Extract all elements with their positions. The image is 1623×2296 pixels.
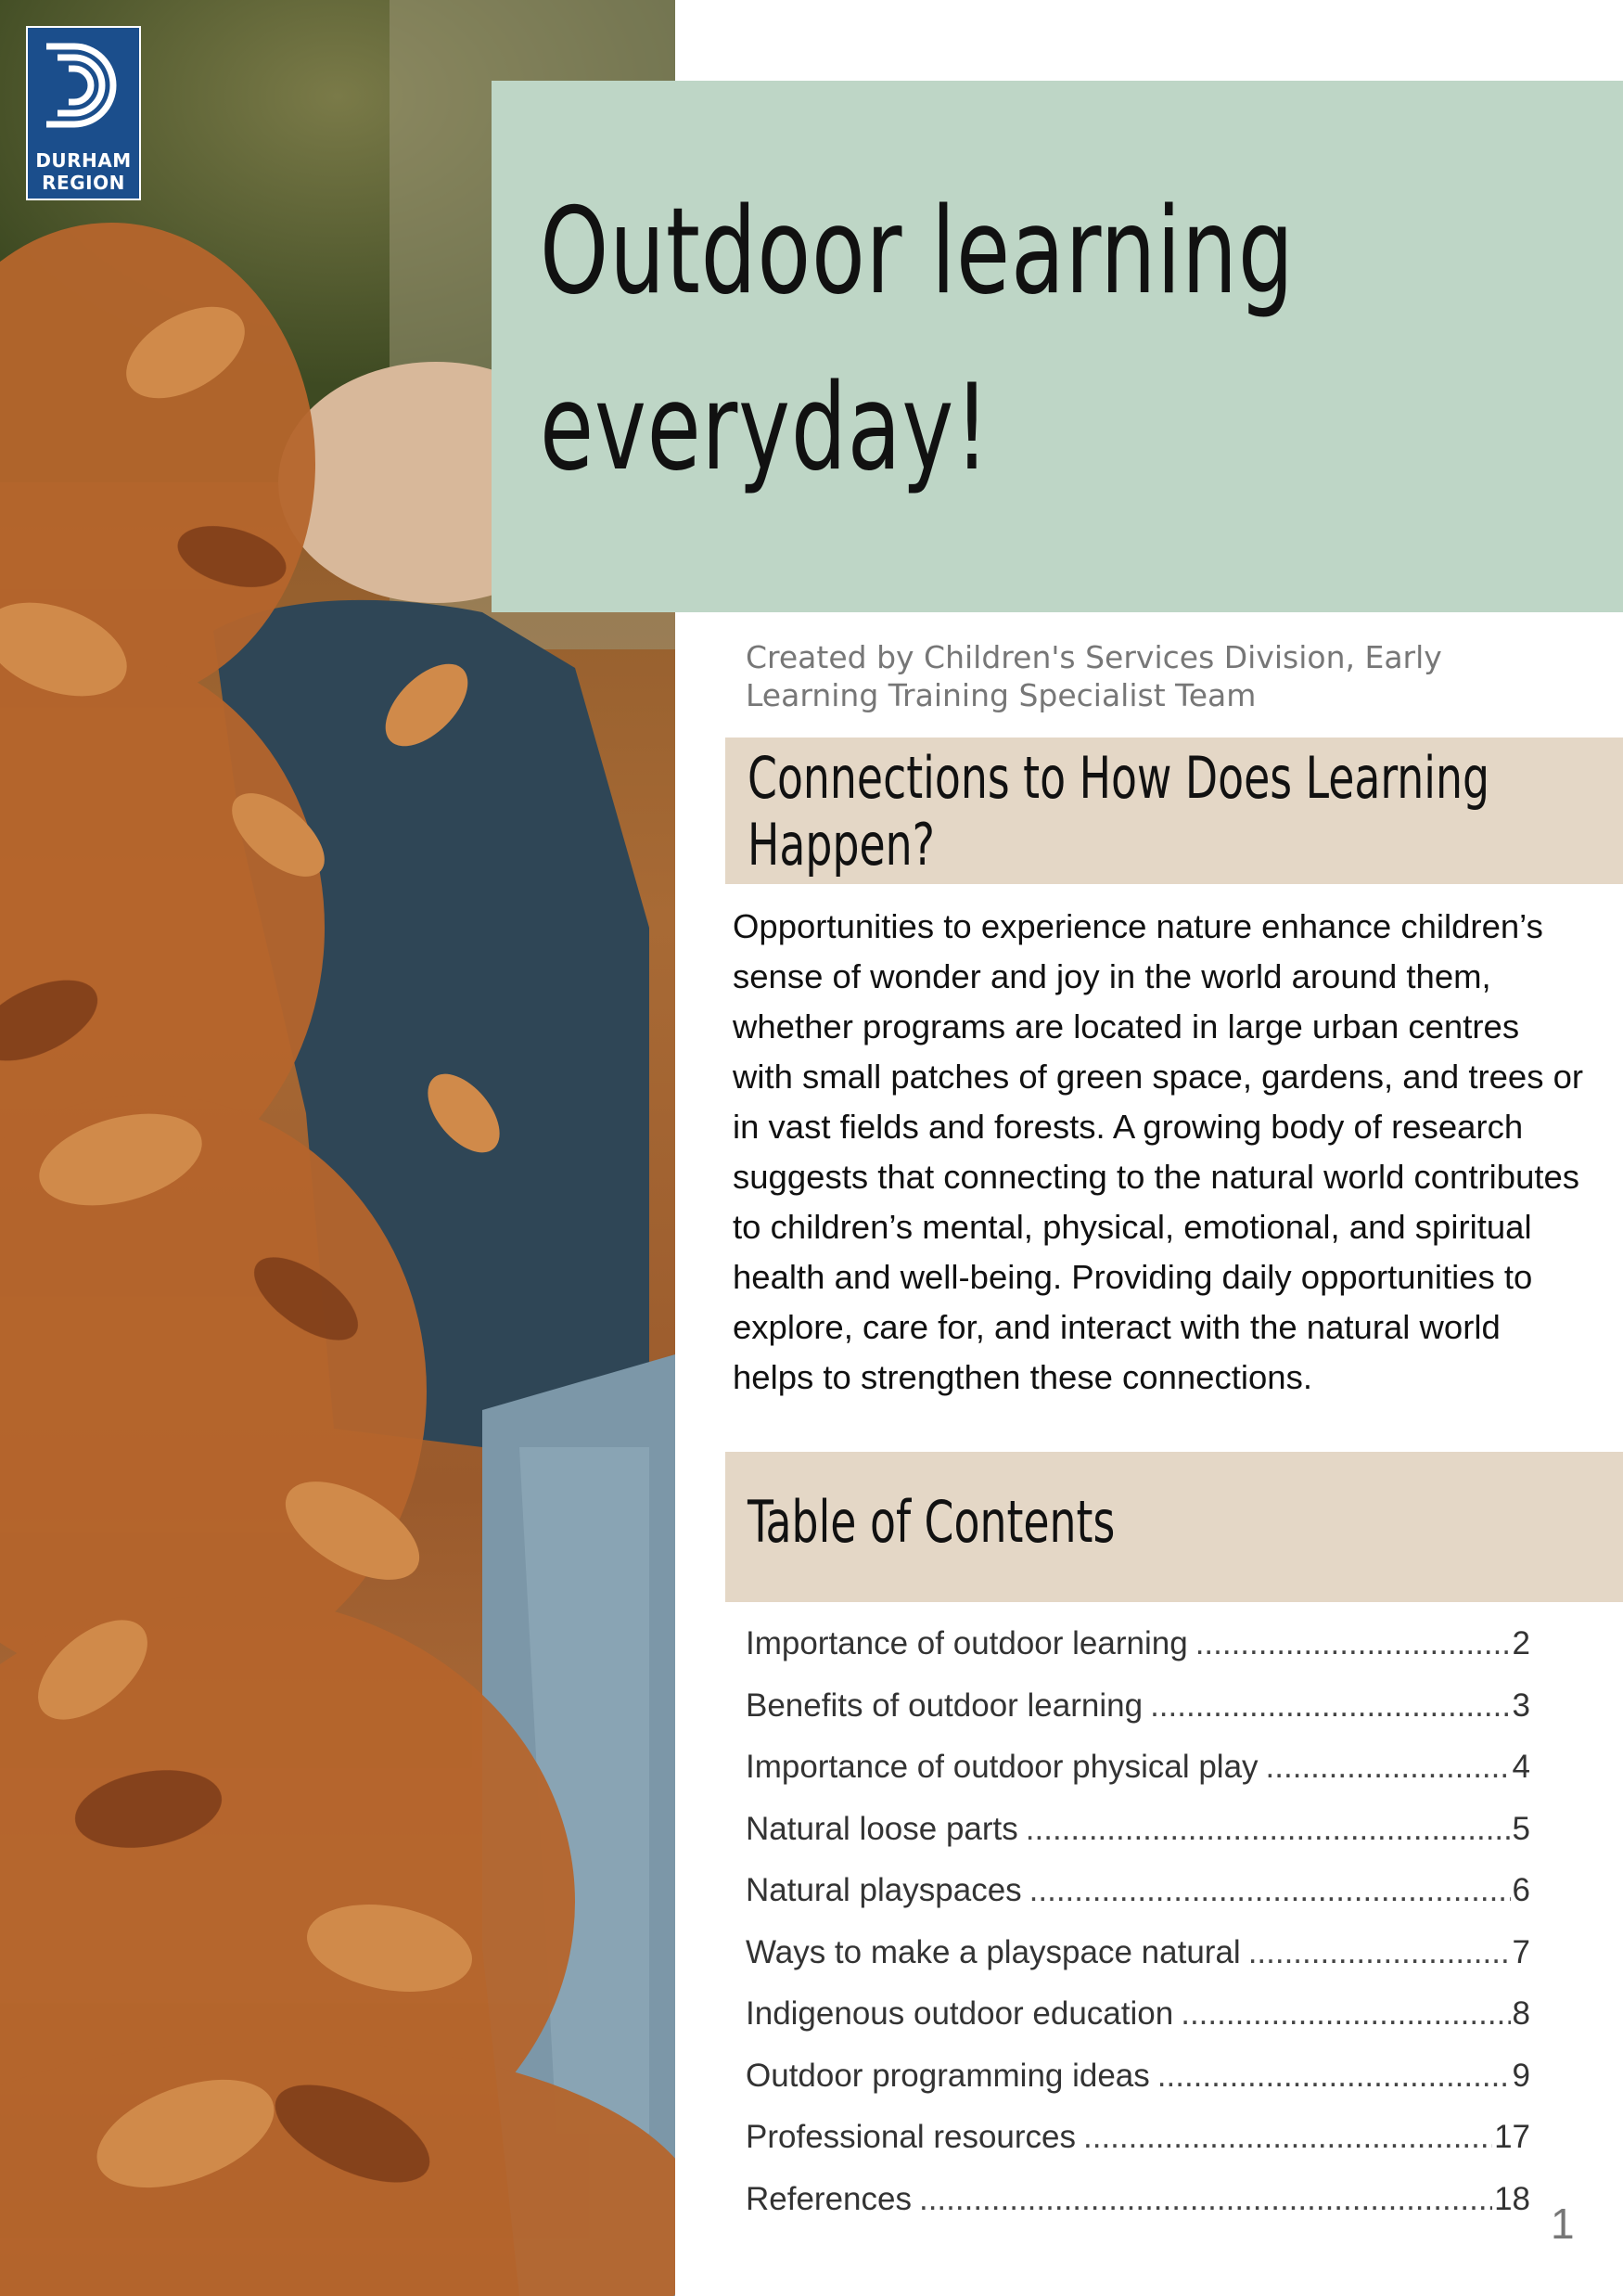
toc-item-label: Importance of outdoor physical play <box>746 1749 1259 1785</box>
toc-heading: Table of Contents <box>748 1488 1116 1556</box>
toc-leader-dots <box>1083 2119 1492 2156</box>
toc-item-page: 7 <box>1512 1933 1530 1970</box>
toc-leader-dots <box>1150 1687 1510 1725</box>
durham-d-mark-icon <box>37 35 130 147</box>
section-heading-text <box>748 745 1489 879</box>
toc-leader-dots <box>1195 1625 1511 1662</box>
toc-item-page: 17 <box>1494 2119 1530 2155</box>
toc-item-page: 6 <box>1512 1872 1530 1908</box>
toc-item[interactable] <box>746 2119 1530 2181</box>
toc-item[interactable] <box>746 1811 1530 1873</box>
toc-item-label: Natural loose parts <box>746 1810 1018 1847</box>
toc-item[interactable] <box>746 2058 1530 2120</box>
toc-item-label: Ways to make a playspace natural <box>746 1933 1241 1970</box>
toc-item-page: 3 <box>1512 1687 1530 1724</box>
section-body-text: Opportunities to experience nature enhance children’s sense of wonder and joy in the world around them, whether programs are located in large urban centres with small patches of green space, gardens, and trees or in vast fields and forests. A growing body of research suggests that connecting to the natural world contributes to children’s mental, physical, emotional, and spiritual health and well-being. Providing daily opportunities to explore, care for, and interact with the natural world helps to strengthen these connections. <box>733 907 1584 1396</box>
durham-region-logo <box>26 26 141 200</box>
title-banner <box>492 81 1623 612</box>
page-title-line2: everyday! <box>540 359 990 497</box>
toc-item[interactable] <box>746 1687 1530 1750</box>
section-heading-toc <box>725 1452 1623 1602</box>
logo-text-line2: REGION <box>42 172 125 194</box>
page-title <box>540 164 1407 517</box>
toc-leader-dots <box>1181 1995 1510 2033</box>
toc-item[interactable] <box>746 1872 1530 1934</box>
toc-leader-dots <box>1157 2058 1511 2095</box>
toc-item-label: Professional resources <box>746 2119 1076 2155</box>
toc-item-label: Outdoor programming ideas <box>746 2057 1150 2094</box>
toc-leader-dots <box>1266 1749 1511 1786</box>
toc-item[interactable] <box>746 1995 1530 2058</box>
page-title-line1: Outdoor learning <box>540 183 1295 321</box>
section-heading-connections <box>725 738 1623 884</box>
toc-item[interactable] <box>746 1934 1530 1996</box>
toc-leader-dots <box>1248 1934 1511 1971</box>
toc-item-page: 5 <box>1512 1810 1530 1847</box>
section-heading-line2: Happen? <box>748 811 935 879</box>
toc-item[interactable] <box>746 1749 1530 1811</box>
toc-item-label: Natural playspaces <box>746 1872 1022 1908</box>
toc-item-label: References <box>746 2180 912 2217</box>
section-heading-line1: Connections to How Does Learning <box>748 744 1490 812</box>
toc-item[interactable] <box>746 2181 1530 2243</box>
toc-item-page: 2 <box>1512 1625 1530 1661</box>
toc-item-page: 8 <box>1512 1995 1530 2032</box>
toc-item-label: Benefits of outdoor learning <box>746 1687 1144 1724</box>
table-of-contents <box>746 1625 1530 2242</box>
toc-leader-dots <box>1026 1811 1511 1848</box>
toc-item-page: 9 <box>1512 2057 1530 2094</box>
toc-item-label: Importance of outdoor learning <box>746 1625 1188 1661</box>
page-number: 1 <box>1551 2200 1575 2248</box>
credit-line: Created by Children's Services Division, Early Learning Training Specialist Team <box>746 639 1442 713</box>
toc-item[interactable] <box>746 1625 1530 1687</box>
toc-leader-dots <box>919 2181 1492 2218</box>
toc-leader-dots <box>1029 1872 1511 1909</box>
logo-text-line1: DURHAM <box>35 149 132 172</box>
toc-item-label: Indigenous outdoor education <box>746 1995 1174 2032</box>
toc-item-page: 18 <box>1494 2180 1530 2217</box>
toc-item-page: 4 <box>1512 1749 1530 1785</box>
